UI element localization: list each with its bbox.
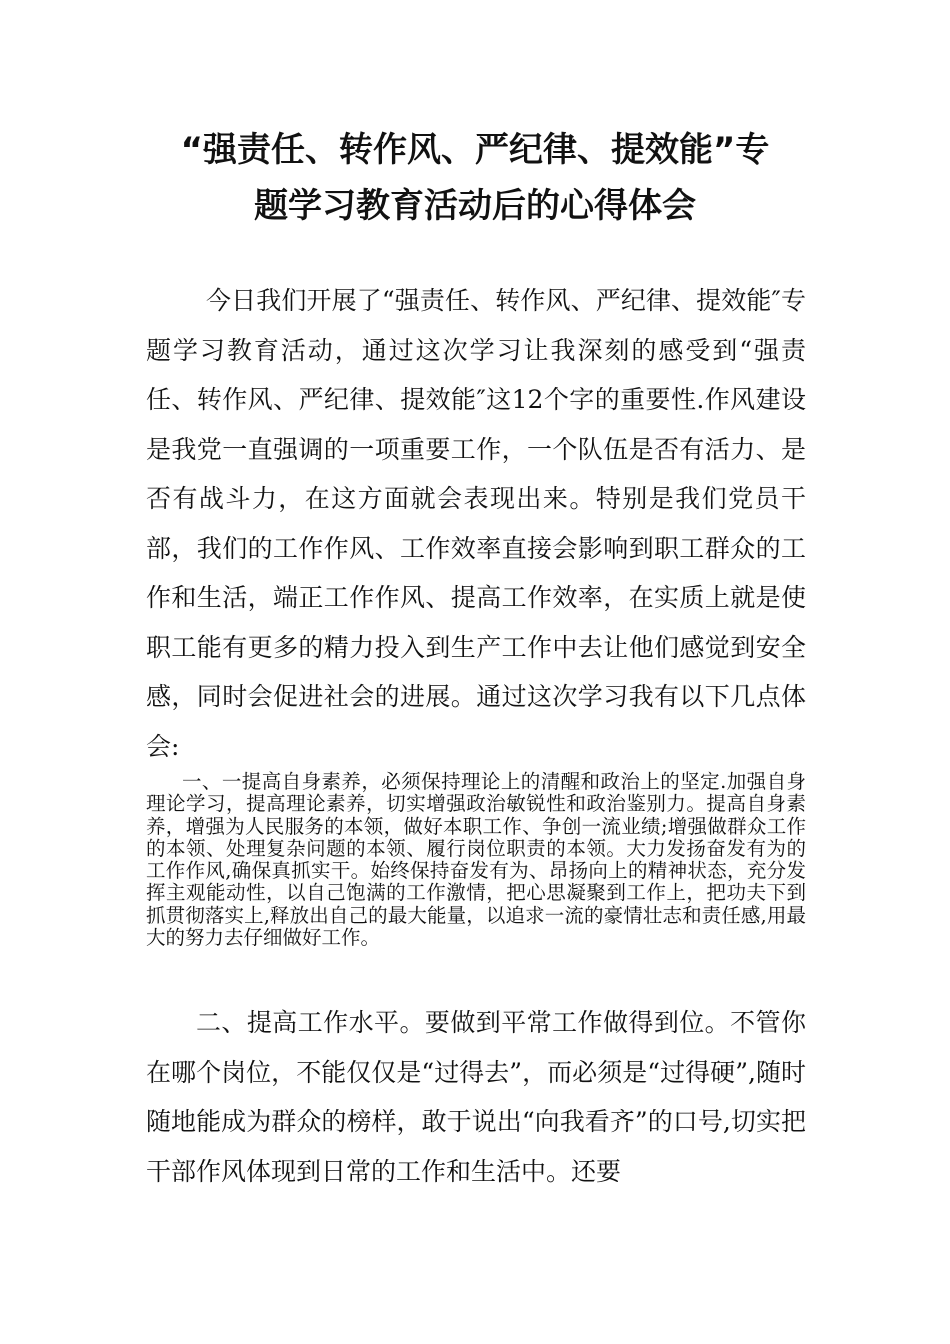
document-title bbox=[150, 122, 800, 234]
paragraph-point-two: 二、提高工作水平。要做到平常工作做得到位。不管你在哪个岗位，不能仅仅是“过得去”，而必须是“过得硬”,随时随地能成为群众的榜样，敢于说出“向我看齐”的口号,切实把干部作风体现到日常的工作和生活中。还要 bbox=[146, 1008, 806, 1186]
title-line-2: 题学习教育活动后的心得体会 bbox=[254, 186, 696, 226]
paragraph-intro: 今日我们开展了“强责任、转作风、严纪律、提效能″专题学习教育活动，通过这次学习让我深刻的感受到“强责任、转作风、严纪律、提效能″这12个字的重要性.作风建设是我党一直强调的一项重要工作，一个队伍是否有活力、是否有战斗力，在这方面就会表现出来。特别是我们党员干部，我们的工作作风、工作效率直接会影响到职工群众的工作和生活，端正工作作风、提高工作效率，在实质上就是使职工能有更多的精力投入到生产工作中去让他们感觉到安全感，同时会促进社会的进展。通过这次学习我有以下几点体会: bbox=[146, 286, 806, 761]
title-line-1: “强责任、转作风、严纪律、提效能”专 bbox=[180, 130, 770, 170]
paragraph-point-one: 一、一提高自身素养，必须保持理论上的清醒和政治上的坚定.加强自身理论学习，提高理论素养，切实增强政治敏锐性和政治鉴别力。提高自身素养，增强为人民服务的本领，做好本职工作、争创一流业绩;增强做群众工作的本领、处理复杂问题的本领、履行岗位职责的本领。大力发扬奋发有为的工作作风,确保真抓实干。始终保持奋发有为、昂扬向上的精神状态，充分发挥主观能动性，以自己饱满的工作激情，把心思凝聚到工作上，把功夫下到抓贯彻落实上,释放出自己的最大能量，以追求一流的豪情壮志和责任感,用最大的努力去仔细做好工作。 bbox=[146, 770, 806, 950]
